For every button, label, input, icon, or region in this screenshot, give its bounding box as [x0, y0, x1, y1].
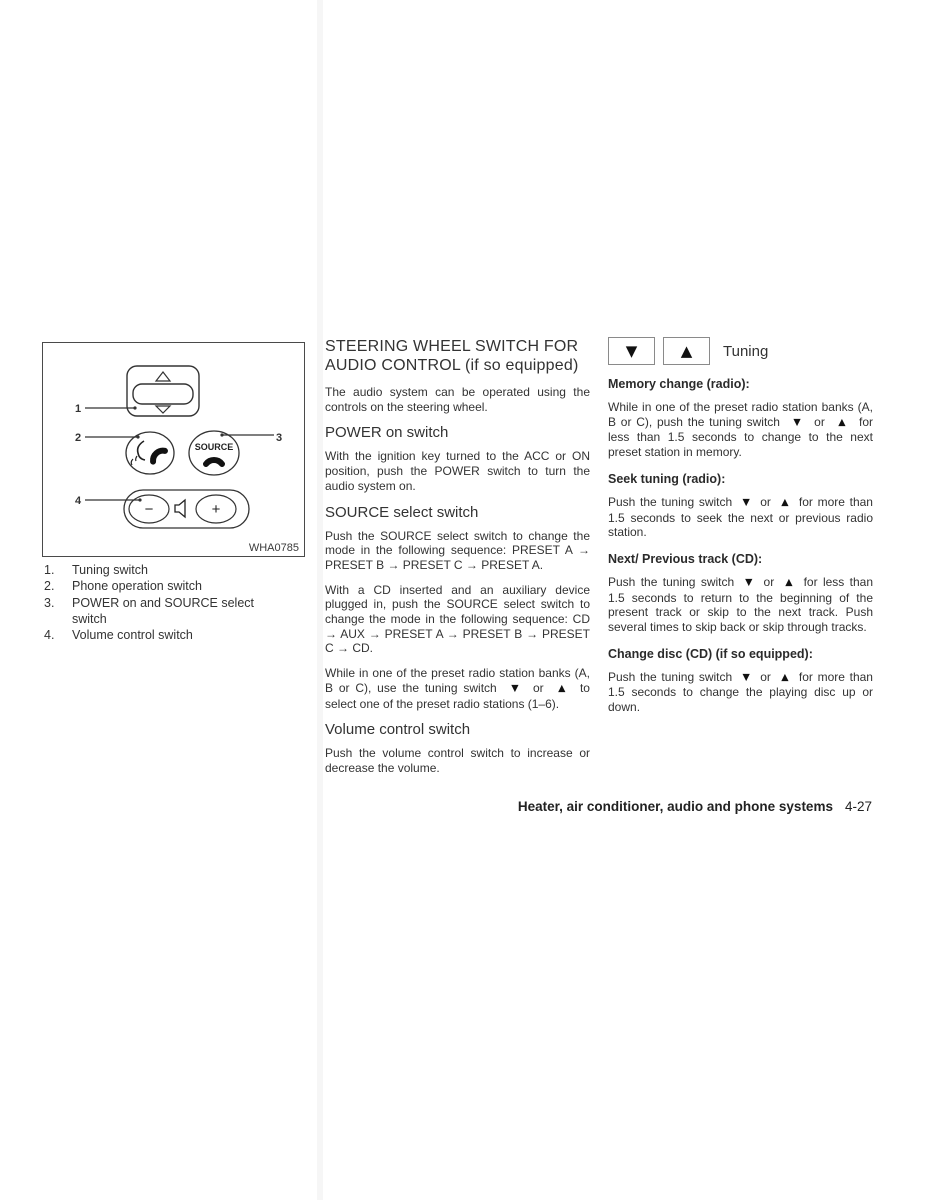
volume-plus-label: + — [211, 501, 221, 518]
tuning-label: Tuning — [723, 342, 769, 360]
figure-image-code: WHA0785 — [248, 542, 299, 554]
power-on-switch-paragraph: With the ignition key turned to the ACC or ON position, push the POWER switch to turn the audio system on. — [325, 449, 590, 493]
seek-tuning-paragraph — [608, 495, 873, 540]
footer-page-number: 4-27 — [844, 799, 872, 814]
source-paragraph-1: Push the SOURCE select switch to change the mode in the following sequence: PRESET A → PRESET B → PRESET C → PRESET A. — [325, 528, 590, 572]
callout-3-label: 3 — [276, 432, 283, 444]
volume-control-paragraph: Push the volume control switch to increase or decrease the volume. — [325, 746, 590, 775]
speaker-icon — [175, 500, 185, 517]
text-run: or — [760, 494, 771, 509]
power-source-switch-drawing — [189, 431, 239, 475]
down-triangle-icon: ▼ — [508, 682, 521, 694]
volume-minus-label: − — [144, 501, 154, 518]
caption-item-3 — [44, 595, 300, 628]
middle-text-column — [325, 338, 590, 776]
steering-wheel-switches-figure — [42, 342, 305, 557]
down-triangle-icon: ▼ — [741, 671, 752, 683]
seek-tuning-heading: Seek tuning (radio): — [608, 471, 726, 486]
caption-num: 3. — [44, 595, 55, 610]
tuning-down-triangle-icon — [156, 406, 170, 413]
down-triangle-icon: ▼ — [791, 416, 803, 428]
power-on-switch-heading: POWER on switch — [325, 424, 449, 442]
up-triangle-icon: ▲ — [555, 682, 568, 694]
caption-num: 4. — [44, 628, 55, 643]
caption-num: 1. — [44, 563, 55, 577]
text-run: to select one of the preset radio stations (1–6). — [325, 680, 590, 711]
source-label: SOURCE — [194, 442, 234, 452]
up-triangle-icon: ▲ — [779, 496, 790, 508]
text-run: or — [760, 669, 771, 684]
change-disc-paragraph — [608, 670, 873, 715]
phone-answer-icon — [150, 448, 165, 462]
figure-caption-list — [44, 562, 300, 643]
caption-num: 2. — [44, 579, 55, 594]
figure-drawing — [43, 343, 303, 555]
voice-waves-icon — [131, 456, 137, 465]
tuning-up-button — [663, 337, 710, 365]
page-footer — [0, 799, 872, 814]
tuning-buttons-figure — [608, 337, 873, 365]
caption-text: Volume control switch — [72, 628, 193, 643]
memory-change-heading: Memory change (radio): — [608, 377, 750, 391]
down-triangle-icon: ▼ — [743, 576, 755, 588]
section-heading: STEERING WHEEL SWITCH FOR AUDIO CONTROL (if so equipped) — [325, 338, 579, 374]
callout-1-dot — [133, 406, 136, 409]
up-triangle-icon: ▲ — [779, 671, 790, 683]
text-run: Push the tuning switch — [608, 574, 735, 589]
voice-profile-icon — [138, 441, 145, 460]
caption-text: Tuning switch — [72, 563, 148, 577]
intro-paragraph: The audio system can be operated using the controls on the steering wheel. — [325, 385, 590, 414]
text-run: or — [533, 680, 544, 695]
footer-chapter-title: Heater, air conditioner, audio and phone systems — [517, 799, 833, 814]
source-paragraph-3 — [325, 666, 590, 711]
text-run: or — [763, 574, 775, 589]
down-triangle-icon: ▼ — [741, 496, 752, 508]
page-fold-divider — [317, 0, 323, 1200]
up-triangle-icon: ▲ — [783, 576, 795, 588]
tuning-switch-drawing — [127, 366, 199, 416]
caption-item-1 — [44, 562, 300, 578]
caption-text: POWER on and SOURCE select switch — [72, 595, 255, 626]
volume-control-switch-heading: Volume control switch — [325, 721, 471, 739]
next-previous-track-heading: Next/ Previous track (CD): — [608, 551, 763, 566]
text-run: for more than 1.5 seconds to seek the next or previous radio station. — [608, 494, 873, 540]
memory-change-paragraph — [608, 400, 873, 460]
tuning-down-button — [608, 337, 655, 365]
callout-2-label: 2 — [75, 432, 82, 444]
text-run: for less than 1.5 seconds to return to the beginning of the present track or skip to the next track. Push several times to skip back or skip through tracks. — [608, 574, 874, 635]
text-run: Push the tuning switch — [608, 669, 733, 684]
callout-1-label: 1 — [75, 403, 82, 415]
callout-3-dot — [220, 433, 223, 436]
change-disc-heading: Change disc (CD) (if so equipped): — [608, 646, 813, 661]
volume-control-switch-drawing — [124, 490, 249, 528]
phone-operation-switch-drawing — [126, 432, 174, 474]
phone-hangup-icon — [206, 460, 222, 464]
up-triangle-icon: ▲ — [836, 416, 847, 428]
tuning-up-triangle-icon — [156, 372, 170, 381]
callout-4-label: 4 — [75, 495, 82, 507]
callout-4-dot — [138, 498, 141, 501]
next-previous-track-paragraph — [608, 575, 873, 635]
text-run: While in one of the preset radio station banks (A, B or C), use the tuning switch — [325, 666, 590, 695]
text-run: or — [814, 414, 825, 429]
source-paragraph-2: With a CD inserted and an auxiliary device plugged in, push the SOURCE select switch to change the mode in the following sequence: CD → AUX → PRESET A → PRESET B → PRESET C → CD. — [325, 582, 590, 656]
caption-item-2 — [44, 578, 300, 594]
text-run: for less than 1.5 seconds to change to the next preset station in memory. — [608, 414, 874, 460]
caption-item-4 — [44, 627, 300, 643]
text-run: While in one of the preset radio station banks (A, B or C), push the tuning switch — [608, 400, 873, 429]
up-triangle-icon: ▲ — [680, 341, 693, 360]
right-text-column — [608, 335, 873, 715]
caption-text: Phone operation switch — [72, 579, 202, 594]
text-run: Push the tuning switch — [608, 494, 733, 509]
down-triangle-icon: ▼ — [625, 341, 638, 360]
text-run: for more than 1.5 seconds to change the playing disc up or down. — [608, 669, 873, 715]
source-select-switch-heading: SOURCE select switch — [325, 503, 479, 521]
